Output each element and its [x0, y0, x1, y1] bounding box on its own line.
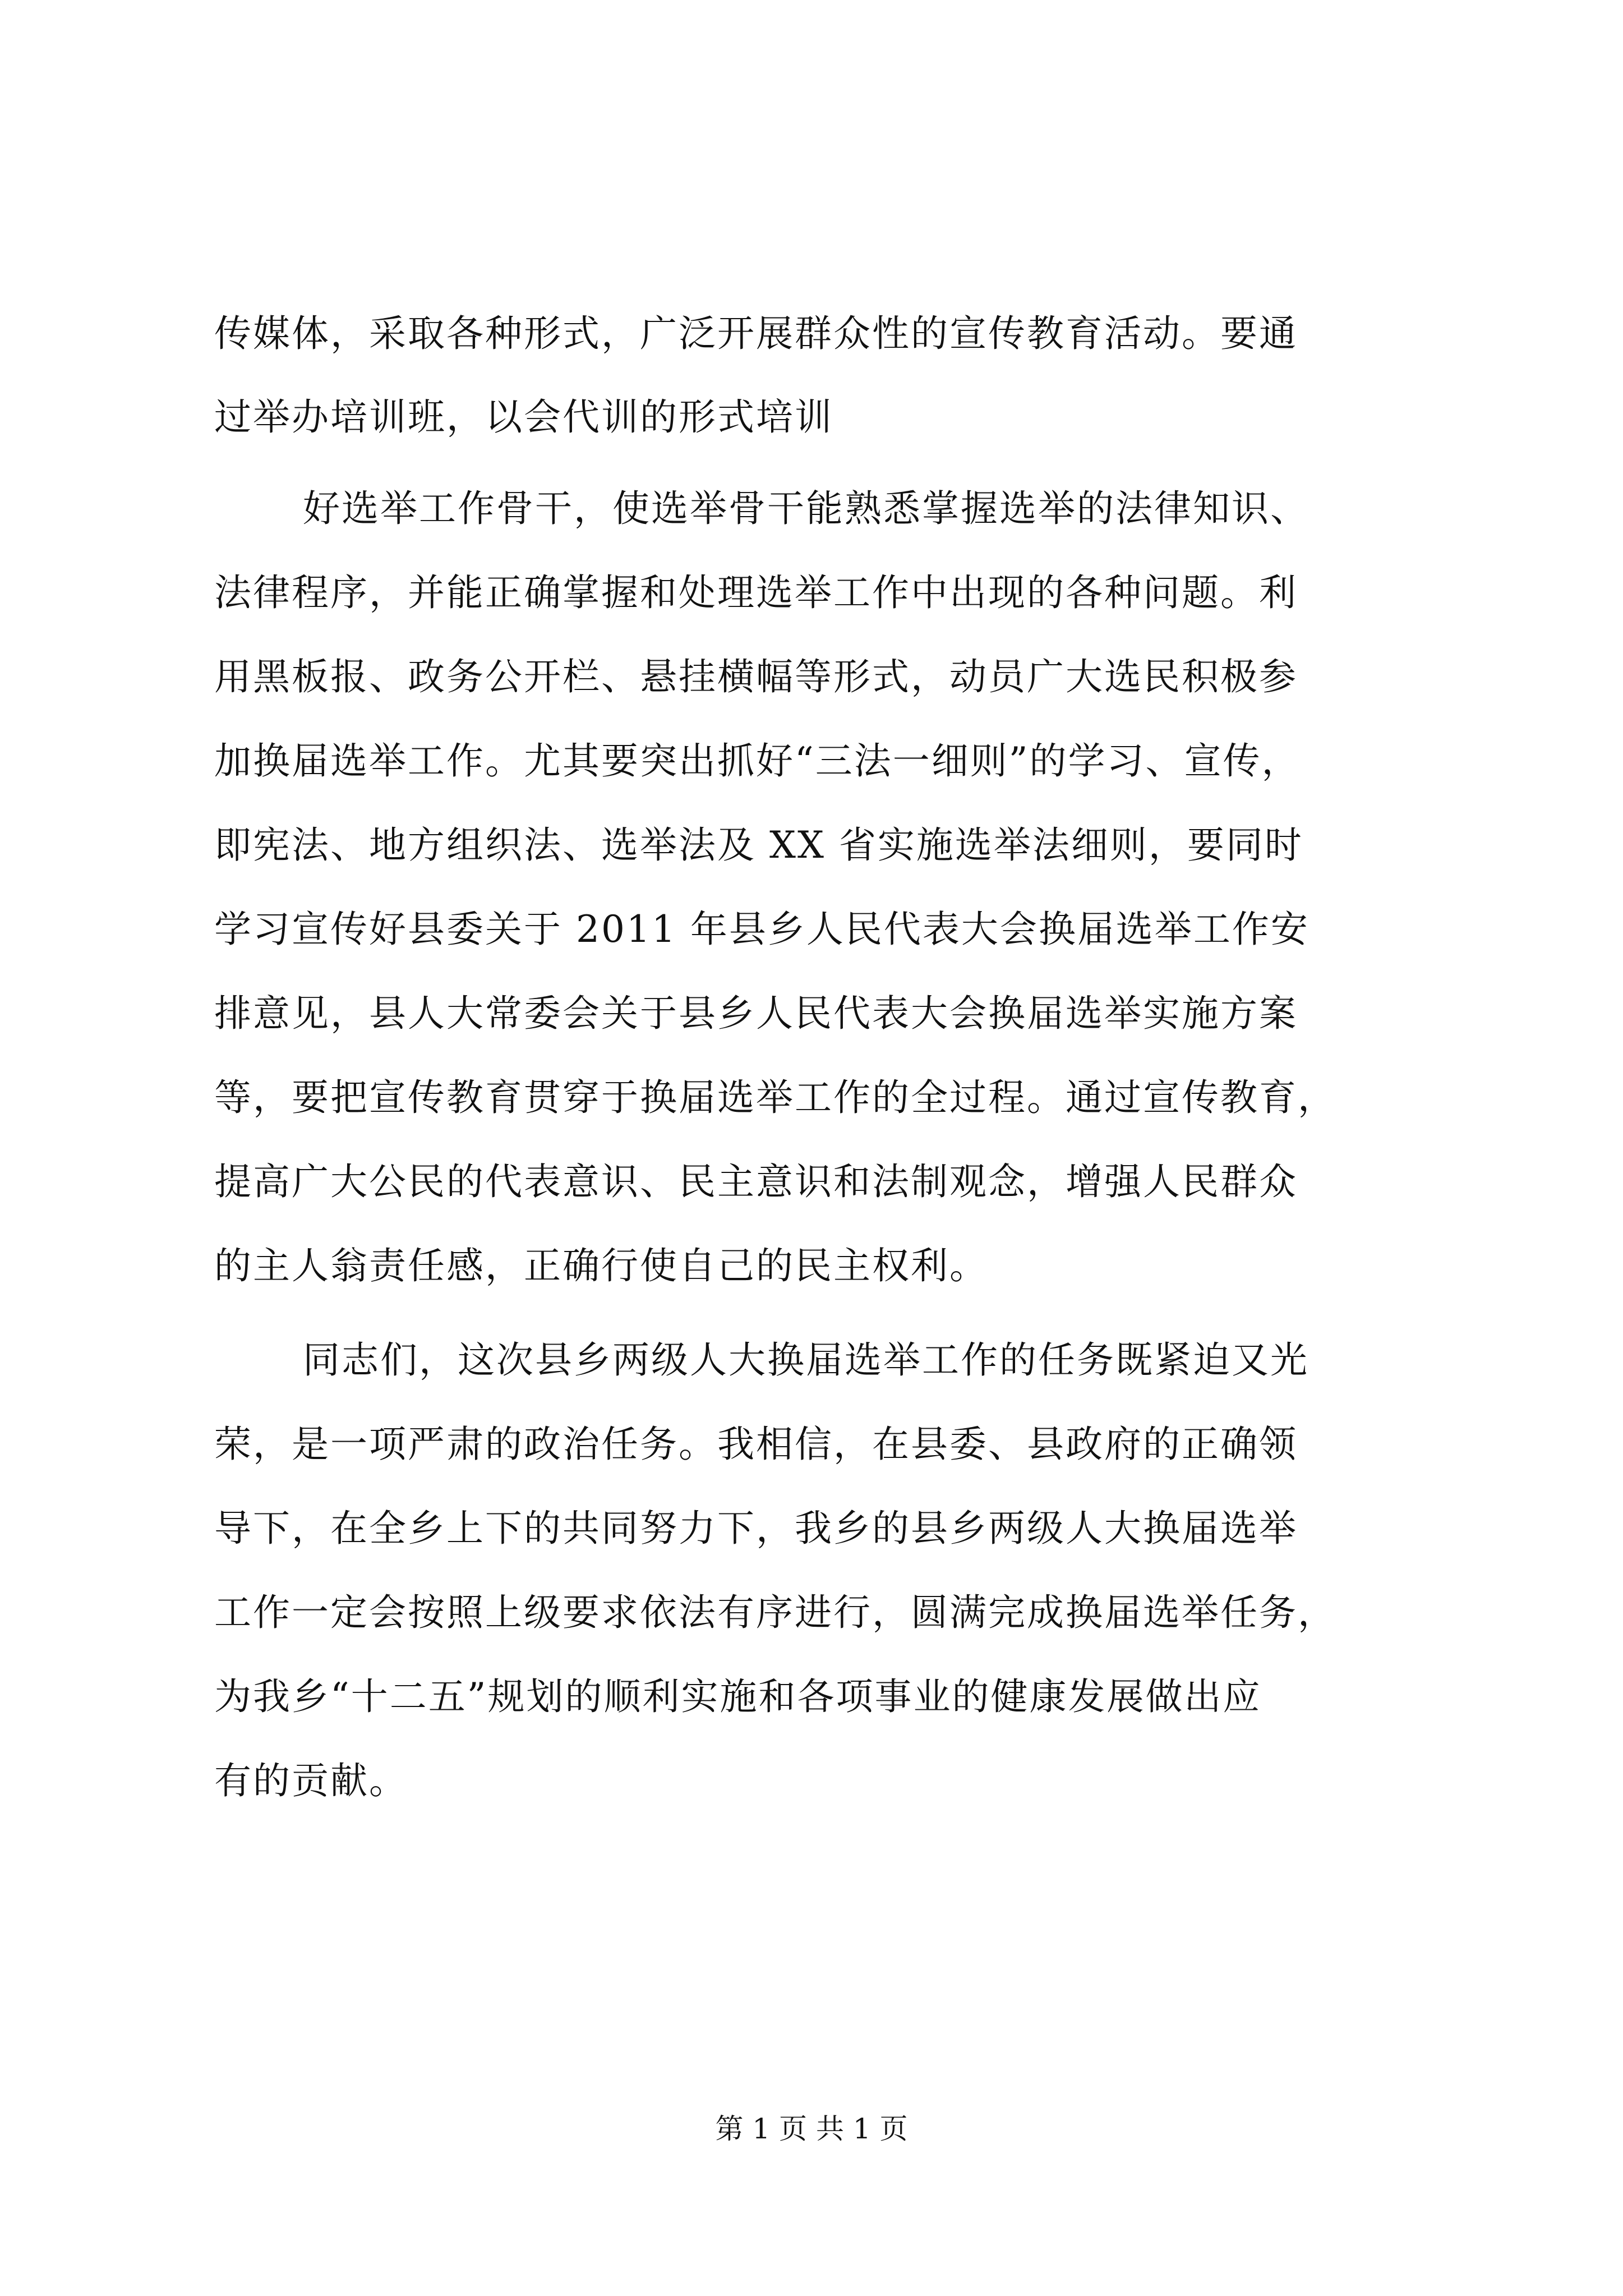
text-line: 过举办培训班，以会代训的形式培训	[214, 395, 833, 439]
text-line: 提高广大公民的代表意识、民主意识和法制观念，增强人民群众	[214, 1160, 1298, 1203]
page-number-footer: 第 1 页 共 1 页	[715, 2113, 908, 2145]
text-line: 等，要把宣传教育贯穿于换届选举工作的全过程。通过宣传教育，	[214, 1076, 1336, 1119]
text-line: 荣，是一项严肃的政治任务。我相信，在县委、县政府的正确领	[214, 1423, 1298, 1466]
text-line: 学习宣传好县委关于 2011 年县乡人民代表大会换届选举工作安	[214, 908, 1310, 951]
text-line: 工作一定会按照上级要求依法有序进行，圆满完成换届选举任务，	[214, 1591, 1336, 1634]
text-line: 传媒体，采取各种形式，广泛开展群众性的宣传教育活动。要通	[214, 312, 1298, 355]
text-line: 用黑板报、政务公开栏、悬挂横幅等形式，动员广大选民积极参	[214, 655, 1298, 698]
text-line: 法律程序，并能正确掌握和处理选举工作中出现的各种问题。利	[214, 571, 1298, 614]
text-line: 为我乡“十二五”规划的顺利实施和各项事业的健康发展做出应	[214, 1675, 1262, 1718]
text-line: 即宪法、地方组织法、选举法及 XX 省实施选举法细则，要同时	[214, 823, 1303, 867]
text-line: 排意见，县人大常委会关于县乡人民代表大会换届选举实施方案	[214, 992, 1298, 1035]
text-line: 有的贡献。	[214, 1759, 408, 1802]
text-line: 的主人翁责任感，正确行使自己的民主权利。	[214, 1244, 988, 1287]
text-line: 导下，在全乡上下的共同努力下，我乡的县乡两级人大换届选举	[214, 1507, 1298, 1550]
paragraph-first-line: 好选举工作骨干，使选举骨干能熟悉掌握选举的法律知识、	[303, 487, 1309, 530]
paragraph-first-line: 同志们，这次县乡两级人大换届选举工作的任务既紧迫又光	[303, 1338, 1309, 1382]
text-line: 加换届选举工作。尤其要突出抓好“三法一细则”的学习、宣传，	[214, 739, 1301, 783]
